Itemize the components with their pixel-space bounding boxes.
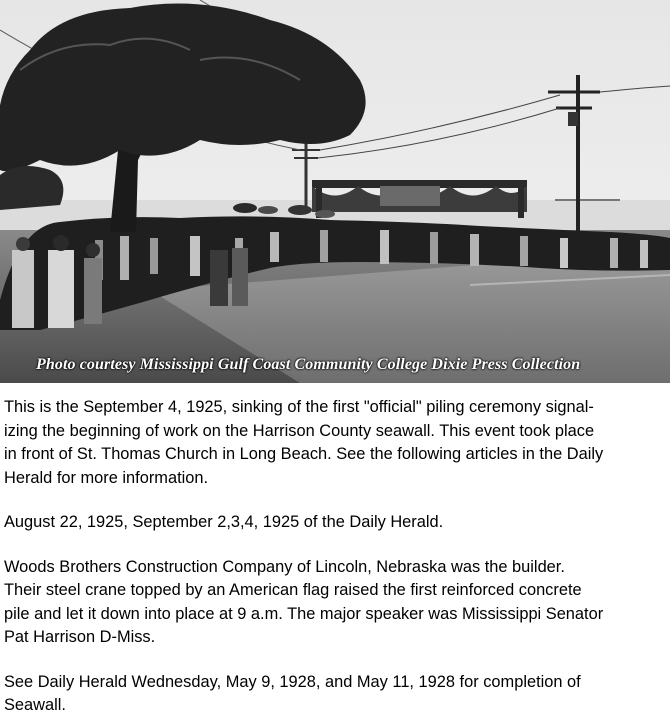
article-paragraph-builder: Woods Brothers Construction Company of Lincoln, Nebraska was the builder. Their steel crane topped by an American flag raised the first reinforced concrete pile and let it down into place at 9 a.m. The major speaker was Mississippi Senator Pat Harrison D-Miss. (4, 557, 604, 646)
photo-caption: Photo courtesy Mississippi Gulf Coast Community College Dixie Press Collection (36, 356, 581, 373)
article-body (4, 396, 666, 718)
article-paragraph-completion: See Daily Herald Wednesday, May 9, 1928, and May 11, 1928 for completion of Seawall. (4, 672, 581, 714)
article-paragraph-intro: This is the September 4, 1925, sinking of the first "official" piling ceremony signal- izing the beginning of work on the Harrison County seawall. This event took place in front of St. Thomas Church in Long Beach. See the following articles in the Daily Herald for more information. (4, 398, 604, 487)
article-paragraph-dates: August 22, 1925, September 2,3,4, 1925 of the Daily Herald. (4, 513, 444, 531)
